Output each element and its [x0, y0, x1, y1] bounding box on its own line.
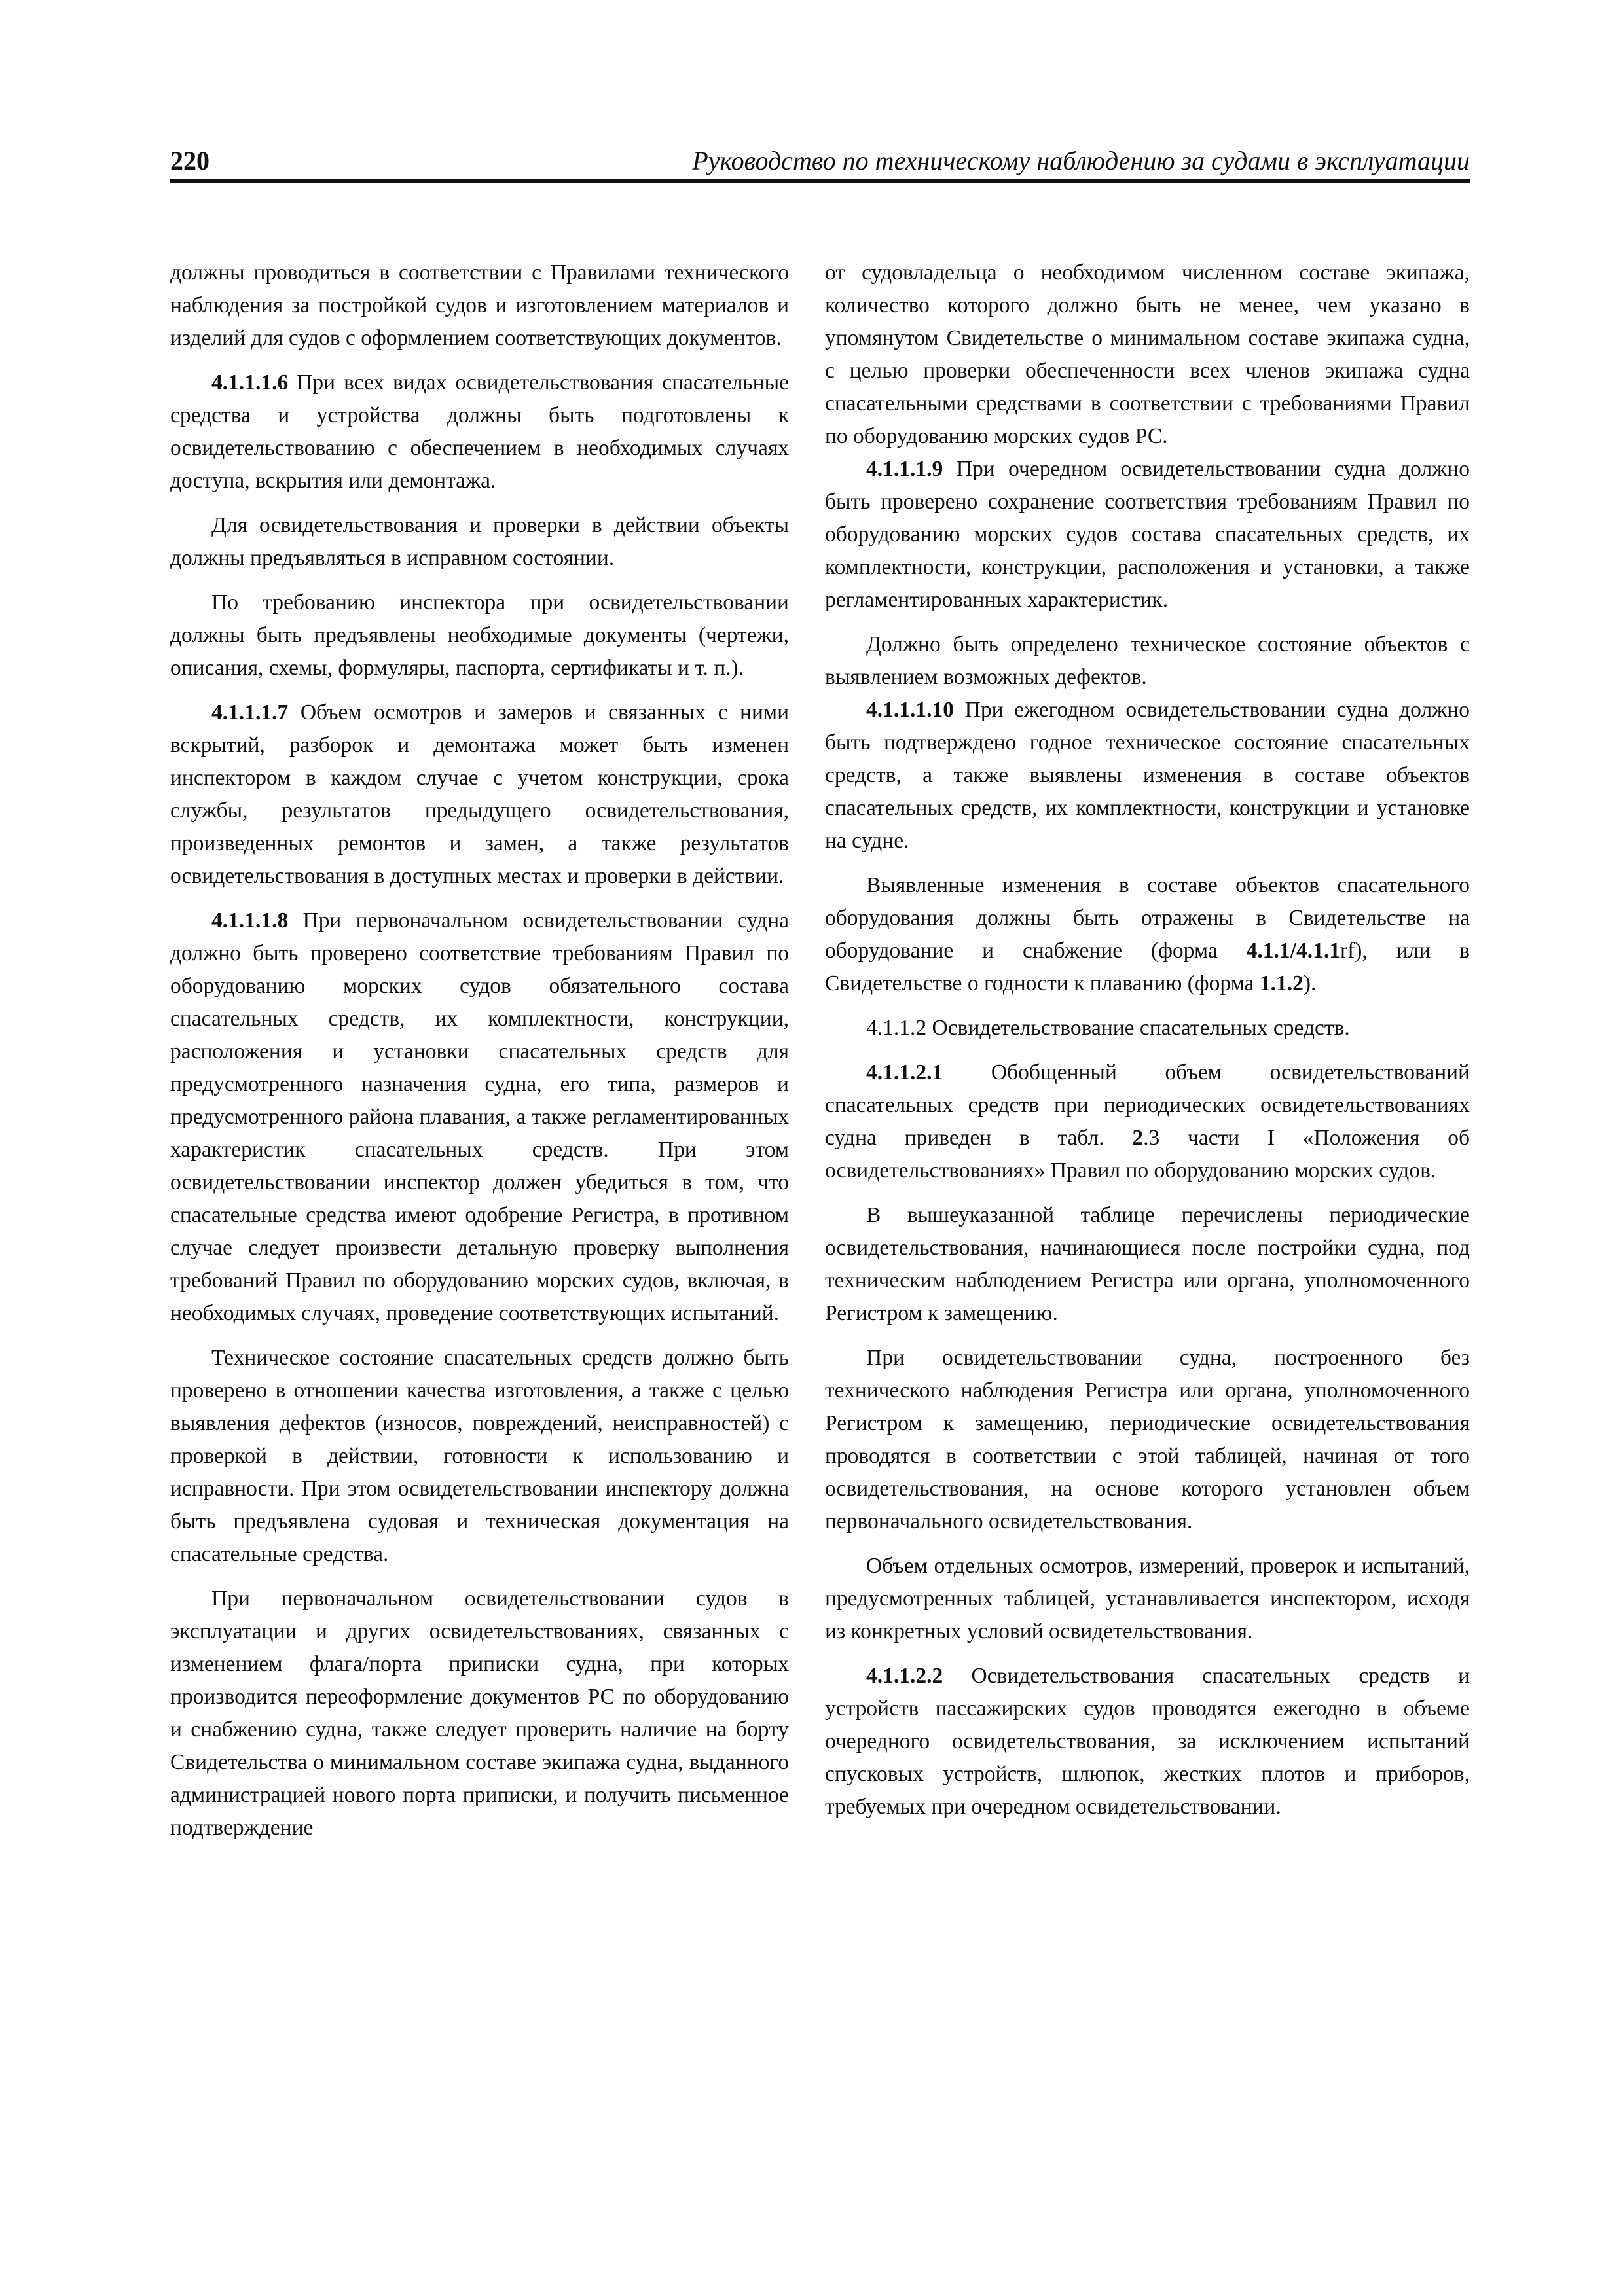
paragraph-4-1-1-1-7: 4.1.1.1.7 Объем осмотров и замеров и связанных с ними вскрытий, разборок и демонтажа может быть изменен инспектором в каждом случае с учетом конструкции, срока службы, результатов предыдущего освидетельствования, произведенных ремонтов и замен, а также результатов освидетельствования в доступных местах и проверки в действии. [170, 700, 789, 888]
clause-number: 4.1.1.2.2 [866, 1664, 943, 1688]
paragraph: При первоначальном освидетельствовании судов в эксплуатации и других освидетельствованиях, связанных с изменением флага/порта приписки судна, при которых производится переоформление документов РС по оборудованию и снабжению судна, также следует проверить наличие на борту Свидетельства о минимальном составе экипажа судна, выданного администрацией нового порта приписки, и получить письменное подтверждение [170, 1587, 789, 1840]
header-rule [170, 179, 1470, 183]
page-header [170, 145, 1470, 177]
paragraph: Выявленные изменения в составе объектов спасательного оборудования должны быть отражены в Свидетельстве на оборудование и снабжение (форма 4.1.1/4.1.1rf), или в Свидетельстве о годности к плаванию (форма 1.1.2). [825, 873, 1470, 996]
paragraph-4-1-1-2-1: 4.1.1.2.1 Обобщенный объем освидетельствований спасательных средств при периодических освидетельствованиях судна приведен в табл. 2.3 части I «Положения об освидетельствованиях» Правил по оборудованию морских судов. [825, 1060, 1470, 1183]
form-number: 4.1.1/4.1.1 [1246, 939, 1340, 963]
paragraph: При освидетельствовании судна, построенного без технического наблюдения Регистра или органа, уполномоченного Регистром к замещению, периодические освидетельствования проводятся в соответствии с этой таблицей, начиная от того освидетельствования, на основе которого установлен объем первоначального освидетельствования. [825, 1346, 1470, 1534]
paragraph-4-1-1-1-10: 4.1.1.1.10 При ежегодном освидетельствовании судна должно быть подтверждено годное техническое состояние спасательных средств, а также выявлены изменения в составе объектов спасательных средств, их комплектности, конструкции и установке на судне. [825, 698, 1470, 853]
right-column [825, 257, 1470, 2168]
paragraph: По требованию инспектора при освидетельствовании должны быть предъявлены необходимые документы (чертежи, описания, схемы, формуляры, паспорта, сертификаты и т. п.). [170, 590, 789, 680]
paragraph-4-1-1-2-2: 4.1.1.2.2 Освидетельствования спасательных средств и устройств пассажирских судов проводятся ежегодно в объеме очередного освидетельствования, за исключением испытаний спусковых устройств, шлюпок, жестких плотов и приборов, требуемых при очередном освидетельствовании. [825, 1664, 1470, 1819]
paragraph-4-1-1-1-8: 4.1.1.1.8 При первоначальном освидетельствовании судна должно быть проверено соответствие требованиям Правил по оборудованию морских судов обязательного состава спасательных средств, их комплектности, конструкции, расположения и установки спасательных средств для предусмотренного назначения судна, его типа, размеров и предусмотренного района плавания, а также регламентированных характеристик спасательных средств. При этом освидетельствовании инспектор должен убедиться в том, что спасательные средства имеют одобрение Регистра, в противном случае следует произвести детальную проверку выполнения требований Правил по оборудованию морских судов, включая, в необходимых случаях, проведение соответствующих испытаний. [170, 908, 789, 1325]
paragraph: Должно быть определено техническое состояние объектов с выявлением возможных дефектов. [825, 632, 1470, 689]
paragraph: должны проводиться в соответствии с Правилами технического наблюдения за постройкой судов и изготовлением материалов и изделий для судов с оформлением соответствующих документов. [170, 260, 789, 350]
left-column [170, 257, 789, 2168]
running-title: Руководство по техническому наблюдению за судами в эксплуатации [692, 146, 1470, 175]
paragraph-4-1-1-1-6: 4.1.1.1.6 При всех видах освидетельствования спасательные средства и устройства должны быть подготовлены к освидетельствованию с обеспечением в необходимых случаях доступа, вскрытия или демонтажа. [170, 370, 789, 493]
clause-number: 4.1.1.2.1 [866, 1060, 943, 1085]
form-number: 1.1.2 [1259, 971, 1304, 996]
page-number: 220 [170, 146, 210, 175]
paragraph: от судовладельца о необходимом численном составе экипажа, количество которого должно быть не менее, чем указано в упомянутом Свидетельстве о минимальном составе экипажа судна, с целью проверки обеспеченности всех членов экипажа судна спасательными средствами в соответствии с требованиями Правил по оборудованию морских судов РС. [825, 260, 1470, 448]
clause-number: 4.1.1.1.7 [211, 700, 289, 725]
section-heading-4-1-1-2: 4.1.1.2 Освидетельствование спасательных средств. [866, 1016, 1350, 1040]
paragraph: В вышеуказанной таблице перечислены периодические освидетельствования, начинающиеся после постройки судна, под техническим наблюдением Регистра или органа, уполномоченного Регистром к замещению. [825, 1203, 1470, 1325]
table-number: 2 [1132, 1126, 1144, 1150]
paragraph: Техническое состояние спасательных средств должно быть проверено в отношении качества изготовления, а также с целью выявления дефектов (износов, повреждений, неисправностей) с проверкой в действии, готовности к использованию и исправности. При этом освидетельствовании инспектору должна быть предъявлена судовая и техническая документация на спасательные средства. [170, 1346, 789, 1566]
clause-number: 4.1.1.1.9 [866, 457, 943, 481]
clause-number: 4.1.1.1.8 [211, 908, 289, 933]
clause-number: 4.1.1.1.6 [211, 370, 289, 395]
clause-number: 4.1.1.1.10 [866, 698, 954, 722]
paragraph-4-1-1-1-9: 4.1.1.1.9 При очередном освидетельствовании судна должно быть проверено сохранение соответствия требованиям Правил по оборудованию морских судов состава спасательных средств, их комплектности, конструкции, расположения и установки, а также регламентированных характеристик. [825, 457, 1470, 612]
paragraph: Для освидетельствования и проверки в действии объекты должны предъявляться в исправном состоянии. [170, 513, 789, 570]
paragraph: Объем отдельных осмотров, измерений, проверок и испытаний, предусмотренных таблицей, устанавливается инспектором, исходя из конкретных условий освидетельствования. [825, 1554, 1470, 1643]
